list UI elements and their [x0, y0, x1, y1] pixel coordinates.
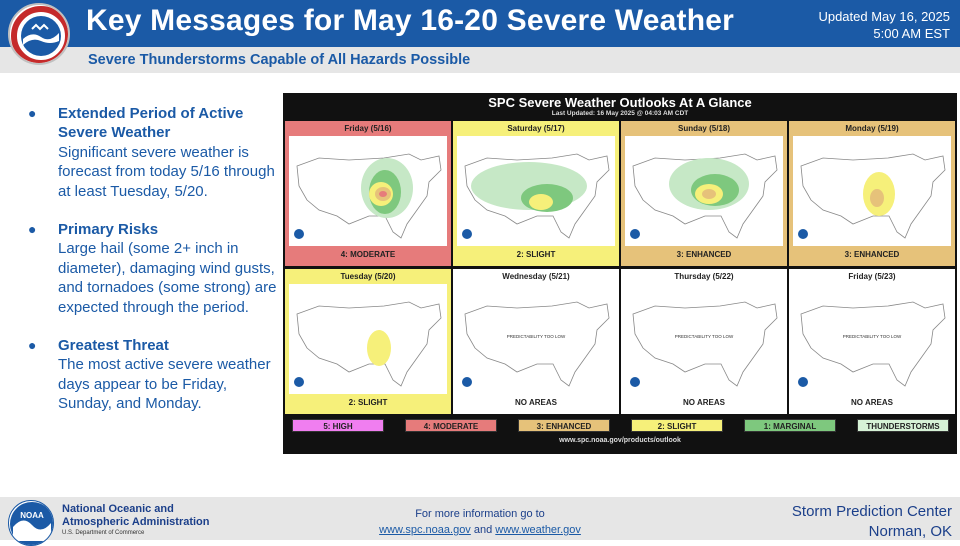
spc-name [792, 502, 952, 542]
outlook-map [625, 284, 783, 394]
spc-outlook-graphic [283, 93, 957, 454]
page-title: Key Messages for May 16-20 Severe Weather [86, 4, 734, 37]
outlook-map [289, 136, 447, 246]
svg-text:NOAA: NOAA [20, 511, 44, 520]
legend-item: 2: SLIGHT [631, 419, 723, 432]
outlook-url: www.spc.noaa.gov/products/outlook [559, 437, 681, 444]
noaa-name-line2: Atmospheric Administration [62, 516, 210, 528]
outlook-map [793, 284, 951, 394]
outlook-day: Thursday (5/22) [674, 272, 734, 281]
outlook-updated: Last Updated: 16 May 2025 @ 04:03 AM CDT [551, 110, 689, 117]
updated-date: Updated May 16, 2025 [818, 9, 950, 24]
key-message-heading: Primary Risks [58, 221, 159, 239]
outlook-day: Wednesday (5/21) [502, 272, 570, 281]
noaa-department: U.S. Department of Commerce [62, 530, 145, 536]
noaa-name [62, 503, 210, 529]
outlook-panel [453, 269, 619, 414]
key-message-item [28, 220, 278, 317]
outlook-risk-label: NO AREAS [851, 398, 893, 407]
key-message-text: Large hail (some 2+ inch in diameter), damaging wind gusts, and tornadoes (some strong) are expected through the period. [58, 240, 277, 316]
outlook-day: Friday (5/23) [848, 272, 896, 281]
predictability-note: PREDICTABILITY TOO LOW [506, 334, 566, 339]
spc-link[interactable]: www.spc.noaa.gov [379, 524, 471, 536]
outlook-panel [285, 269, 451, 414]
bullet-icon: ● [28, 337, 37, 354]
outlook-panel [621, 269, 787, 414]
outlook-map [457, 136, 615, 246]
bullet-icon: ● [28, 105, 37, 121]
key-message-text: The most active severe weather days appear to be Friday, Sunday, and Monday. [58, 356, 271, 413]
outlook-panel [285, 121, 451, 266]
noaa-logo [8, 500, 54, 546]
legend-item: THUNDERSTORMS [857, 419, 949, 432]
noaa-name-line1: National Oceanic and [62, 503, 174, 515]
spc-name-line1: Storm Prediction Center [791, 503, 952, 520]
legend-item: 1: MARGINAL [744, 419, 836, 432]
outlook-panel [789, 269, 955, 414]
predictability-note: PREDICTABILITY TOO LOW [674, 334, 734, 339]
updated-time: 5:00 AM EST [873, 26, 950, 41]
outlook-map [457, 284, 615, 394]
outlook-risk-label: 2: SLIGHT [516, 250, 556, 259]
outlook-panel [621, 121, 787, 266]
key-message-heading: Greatest Threat [58, 337, 169, 355]
and-text: and [473, 524, 493, 536]
outlook-risk-label: NO AREAS [515, 398, 557, 407]
outlook-day: Sunday (5/18) [677, 124, 730, 133]
key-message-item [28, 336, 278, 414]
outlook-panel [789, 121, 955, 266]
outlook-risk-label: 3: ENHANCED [676, 250, 732, 259]
outlook-map [289, 284, 447, 394]
outlook-risk-label: 4: MODERATE [340, 250, 396, 259]
outlook-day: Tuesday (5/20) [340, 272, 396, 281]
page-subtitle: Severe Thunderstorms Capable of All Hazards Possible [88, 52, 471, 68]
key-message-item [28, 104, 278, 201]
outlook-risk-label: 2: SLIGHT [348, 398, 388, 407]
predictability-note: PREDICTABILITY TOO LOW [842, 334, 902, 339]
weather-gov-link[interactable]: www.weather.gov [495, 524, 581, 536]
key-messages-list [28, 104, 278, 433]
subtitle-bar [0, 47, 960, 73]
legend-item: 3: ENHANCED [518, 419, 610, 432]
key-message-heading: Extended Period of Active Severe Weather [58, 105, 244, 142]
outlook-map [793, 136, 951, 246]
legend-item: 5: HIGH [292, 419, 384, 432]
legend-item: 4: MODERATE [405, 419, 497, 432]
updated-timestamp [818, 8, 950, 42]
bullet-icon: ● [28, 221, 37, 238]
outlook-day: Monday (5/19) [845, 124, 899, 133]
more-info [330, 506, 630, 538]
key-message-text: Significant severe weather is forecast from today 5/16 through at least Tuesday, 5/20. [58, 143, 275, 200]
outlook-risk-label: 3: ENHANCED [844, 250, 900, 259]
outlook-day: Friday (5/16) [344, 124, 392, 133]
outlook-risk-label: NO AREAS [683, 398, 725, 407]
outlook-map [625, 136, 783, 246]
outlook-title: SPC Severe Weather Outlooks At A Glance [488, 95, 752, 110]
spc-location: Norman, OK [868, 523, 952, 540]
outlook-day: Saturday (5/17) [507, 124, 565, 133]
more-info-text: For more information go to [415, 508, 545, 520]
nws-logo [8, 3, 70, 65]
outlook-panel [453, 121, 619, 266]
